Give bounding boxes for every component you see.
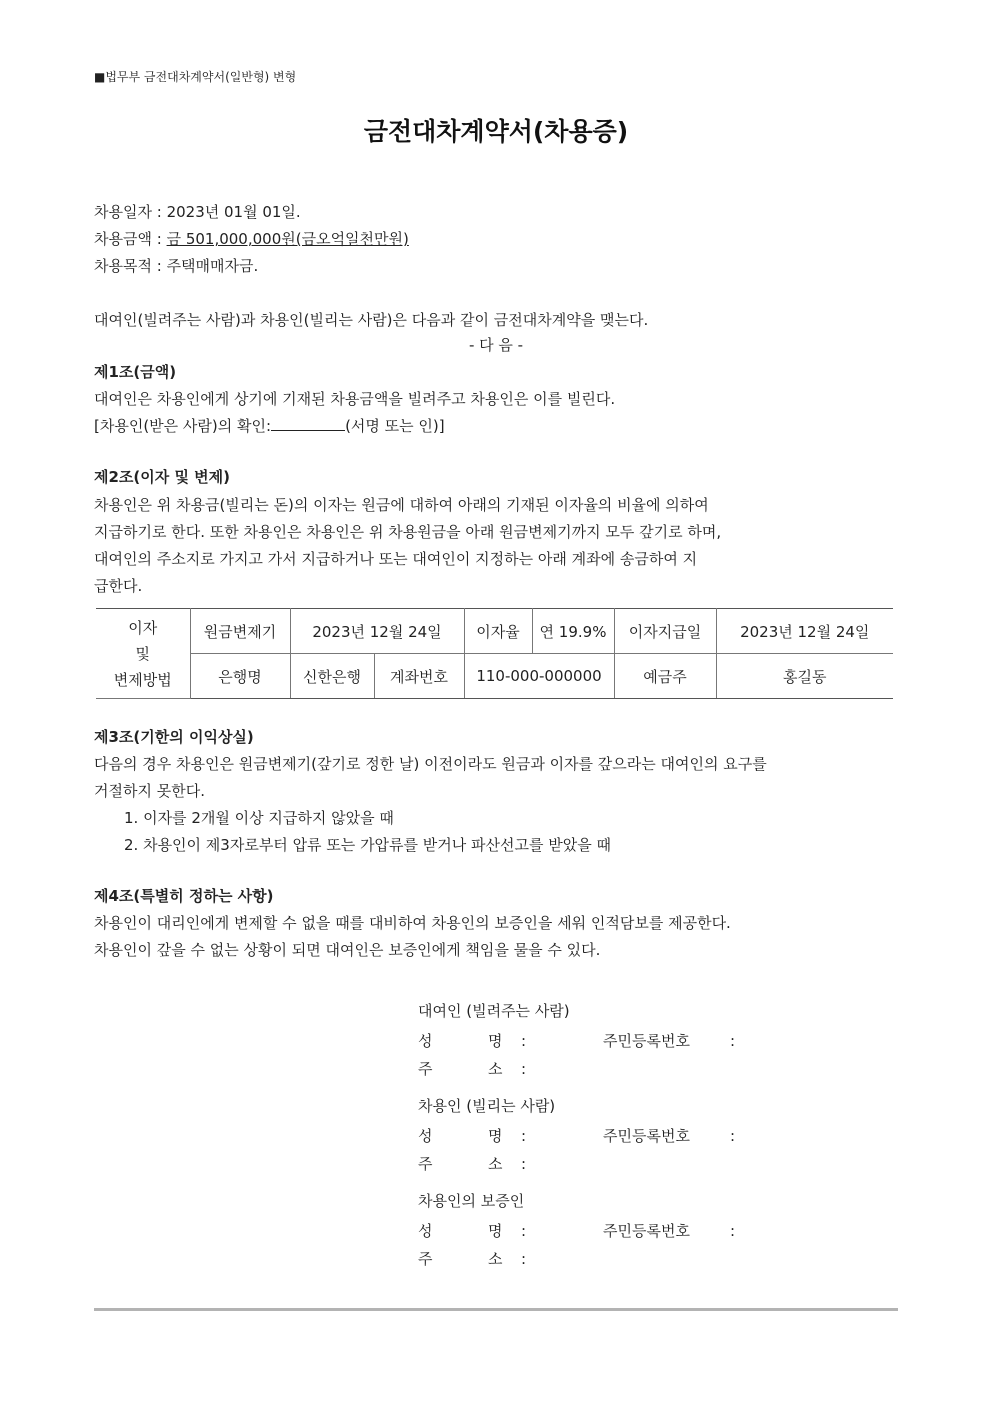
bank-name-label: 은행명 [190,654,290,699]
borrower-id-colon: : [730,1127,736,1145]
loan-purpose: 차용목적 : 주택매매자금. [94,257,259,275]
interest-rate-value: 연 19.9% [532,609,614,654]
borrower-name-colon: : [521,1127,527,1145]
lender-name-label: 성 [418,1032,433,1050]
account-holder-label: 예금주 [614,654,716,699]
article-2-line-4: 급한다. [94,577,143,595]
lender-name-colon: : [521,1032,527,1050]
loan-date: 차용일자 : 2023년 01월 01일. [94,203,301,221]
guarantor-name-label: 성 [418,1222,433,1240]
borrower-address-label-2: 소 [488,1155,503,1173]
repayment-date-label: 원금변제기 [190,609,290,654]
bank-name-value: 신한은행 [290,654,374,699]
account-number-label: 계좌번호 [374,654,464,699]
article-1-heading: 제1조(금액) [94,363,177,381]
article-4-line-1: 차용인이 대리인에게 변제할 수 없을 때를 대비하여 차용인의 보증인을 세워 인적담보를 제공한다. [94,914,731,932]
guarantor-id-label: 주민등록번호 [603,1222,690,1240]
borrower-name-label: 성 [418,1127,433,1145]
section-divider-label: - 다 음 - [468,336,524,354]
article-4-line-2: 차용인이 갚을 수 없는 상황이 되면 대여인은 보증인에게 책임을 물을 수 있다. [94,941,601,959]
interest-payday-value: 2023년 12월 24일 [716,609,893,654]
interest-rate-label: 이자율 [464,609,532,654]
account-holder-value: 홍길동 [716,654,893,699]
lender-id-label: 주민등록번호 [603,1032,690,1050]
repayment-date-value: 2023년 12월 24일 [290,609,464,654]
guarantor-address-colon: : [521,1250,527,1268]
article-2-line-3: 대여인의 주소지로 가지고 가서 지급하거나 또는 대여인이 지정하는 아래 계좌에 송금하여 지 [94,550,698,568]
borrower-heading: 차용인 (빌리는 사람) [418,1097,556,1115]
article-4-heading: 제4조(특별히 정하는 사항) [94,887,274,905]
article-3-line-1: 다음의 경우 차용인은 원금변제기(갚기로 정한 날) 이전이라도 원금과 이자를 갚으라는 대여인의 요구를 [94,755,767,773]
article-2-heading: 제2조(이자 및 변제) [94,468,231,486]
loan-amount-value: 금 501,000,000원(금오억일천만원) [166,230,409,248]
borrower-id-label: 주민등록번호 [603,1127,690,1145]
guarantor-address-label-2: 소 [488,1250,503,1268]
guarantor-name-label-2: 명 [488,1222,503,1240]
guarantor-name-colon: : [521,1222,527,1240]
lender-id-colon: : [730,1032,736,1050]
payment-table [96,608,893,699]
article-3-item-1: 1. 이자를 2개월 이상 지급하지 않았을 때 [124,809,394,827]
borrower-address-colon: : [521,1155,527,1173]
article-3-item-2: 2. 차용인이 제3자로부터 압류 또는 가압류를 받거나 파산선고를 받았을 때 [124,836,611,854]
article-1-text: 대여인은 차용인에게 상기에 기재된 차용금액을 빌려주고 차용인은 이를 빌린다. [94,390,616,408]
source-note: ■법무부 금전대차계약서(일반형) 변형 [94,70,297,84]
guarantor-address-label: 주 [418,1250,433,1268]
lender-name-label-2: 명 [488,1032,503,1050]
lender-address-colon: : [521,1060,527,1078]
loan-amount: 차용금액 : 금 501,000,000원(금오억일천만원) [94,230,409,248]
document-title: 금전대차계약서(차용증) [363,117,629,146]
article-2-line-2: 지급하기로 한다. 또한 차용인은 차용인은 위 차용원금을 아래 원금변제기까지 모두 갚기로 하며, [94,523,722,541]
interest-payday-label: 이자지급일 [614,609,716,654]
borrower-name-label-2: 명 [488,1127,503,1145]
footer-divider [94,1308,898,1311]
table-row-header: 이자 및 변제방법 [96,609,190,699]
article-1-confirmation: [차용인(받은 사람)의 확인: (서명 또는 인)] [94,417,445,435]
guarantor-heading: 차용인의 보증인 [418,1192,525,1210]
lender-address-label-2: 소 [488,1060,503,1078]
guarantor-id-colon: : [730,1222,736,1240]
article-2-line-1: 차용인은 위 차용금(빌리는 돈)의 이자는 원금에 대하여 아래의 기재된 이자율의 비율에 의하여 [94,496,709,514]
borrower-address-label: 주 [418,1155,433,1173]
intro-paragraph: 대여인(빌려주는 사람)과 차용인(빌리는 사람)은 다음과 같이 금전대차계약을 맺는다. [94,311,649,329]
article-3-heading: 제3조(기한의 이익상실) [94,728,254,746]
signature-blank[interactable] [271,416,345,431]
account-number-value: 110-000-000000 [464,654,614,699]
lender-heading: 대여인 (빌려주는 사람) [418,1002,570,1020]
lender-address-label: 주 [418,1060,433,1078]
article-3-line-2: 거절하지 못한다. [94,782,205,800]
